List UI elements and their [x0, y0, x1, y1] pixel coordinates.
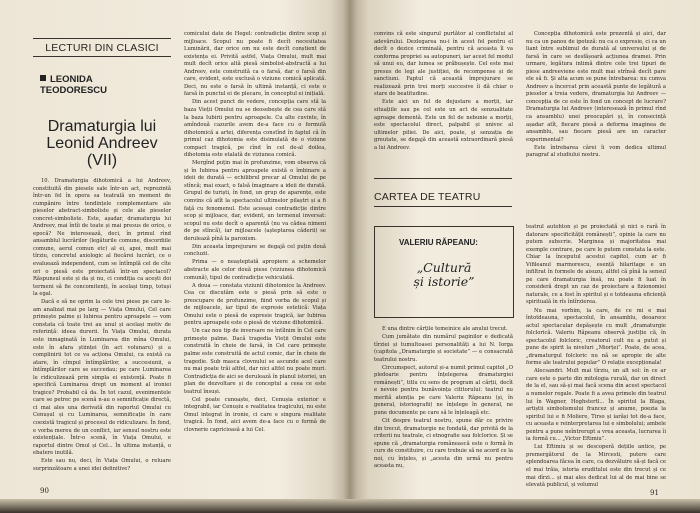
review-title-line-2: și istorie”: [413, 274, 475, 289]
article-title-line-3: (VII): [86, 152, 118, 169]
gutter-shadow-right: [350, 0, 368, 513]
right-section-rule-bottom: [374, 206, 512, 207]
author-last-name: TEODORESCU: [40, 85, 108, 96]
paragraph: Concepția dihotomică este prezentă și aici, dar nu ca un panou de ipoteză: nu ca o expresie, ci ca un liant între sublimul de durată al universului și de farsă în care se desfășoară acțiunea dramei. Prin urmare, legătura intimă dintre cele trei tipuri de piese andreeviene este mult mai strînsă decît pare ele să fi. Și alta acum se pune întrebarea: nu cumva Andreev a încercat prin această punte de legătură a pieselor a treia vedere, dramaturgia lui Andreev — concepția de ce este în fond un concept de lucrare? Dramaturgia lui Andreev (interesează în primul rînd ca ansamblu) unei preocupări și, în consecință așadar atît, fiecare piesă a deforma imaginea de ansamblu, sau fiecare piesă are un caracter experimental?: [526, 31, 666, 143]
paragraph: comicului date de Hegel: contradicție dintre scop și mijloace. Scopul nu poate fi decît necesitatea Luminării, dar orice om nu este decît conștient de existența ei. Privită astfel, Viața Omului, mult mai mult decît orice altă piesă simbolist-abstractă a lui Andreev, este construită ca o farsă, dar o farsă din care, evident, este exclusă o viziune comică aplicată. Deci, nu este o farsă în ultimă instanță, ci este o farsă în punctul ei de plecare, în conceptul ei inițială.: [184, 31, 326, 98]
paragraph: Dacă e să ne oprim la cele trei piese pe care le-am analizat mai pe larg — Viața Omului, Cel care primește palme și Iubirea pentru aproapele — vom constata că toate trei au unul și același motiv de referință: ideea durerii. În Viața Omului, durata este inmaginată în Luminarea din mîna Omului, este în afara științei (în act volunaru) și a complinirii tot ce va acționa Omului, ca există ca atare, în cîmpul întîmplărilor, a succesiunii, a întîmplărilor care se succedau; pe care Luminarea le ridiculizează prin simpla ei existență. Poate fi specifică Luminarea drept un moment al ironiei tragice? Probabil că da. În tot cazul, evenimentele care se petrec pe scenă n-au o semnificație directă, ci mai ales una derivată din raportul Omului cu Cenușul și cu Luminarea, semnificație în care coexistă tragicul și procesul de ridiculizare. În fond, e vorba mereu de un conflict, iar sensul nostru este existențiale. Într-o scenă, în Viața Omului, e raportul dintre Omul și Cel... În ultima instanță, o ebatere inutilă.: [33, 299, 171, 457]
paragraph: 10. Dramaturgia dihotomică a lui Andreev, constituită din piesele sale într-un act, reprezintă într-un fel în opera sa teatrală un moment de cumpănire între tendințele complementare ale pieselor abstract-simboliste și cele ale pieselor concret-simboliste. Este, așadar, dramaturgia lui Andreev, mai întîi de toate și mai presus de orice, o epocă? Ne interesează, deci, în primul rînd ansamblul lucrărilor (legăturile comune, discordiile comune, aerul comun etc) al ei, apoi, mult mai tîrziu, concretul axiologic al fiecărei lucrări, ce o evaluează independent, cum se întîmplă cel de cîte ori o piesă este proiectată într-un spectacol? Răspunsul este și da și nu, ci condiția ca acești doi termeni să fie concomitenți, în același timp, totuși la egal.: [33, 178, 171, 298]
paragraph: Cum jumătate din numărul paginilor e dedicată tîrziei și tumultoasei personalități a lui N. Iorga (capitola „Dramaturgie și societate” — e consacrată teatrului nostru.: [374, 334, 513, 363]
paragraph: A doua — constata viziunii dihotomice la Andreev. Cea ce discutăm este o piesă prin să este o preocupare de profunzime, fiind vorba de scopul și de mijloacele, iar tipul de expresie estetică: Viața Omului este o piesă de expresie tragică, iar Iubirea pentru aproapele este o piesă de viziune dihotomică.: [184, 282, 326, 327]
section-title-cartea: CARTEA DE TEATRU: [374, 191, 481, 203]
paragraph: Nu mai vorbim, la care, de ce mi e mai întotdeauna, spectacolul, în ansamblu, deoarece actul spectacular depășește cu mult „dramaturgie folclorică. Valeriu Răpeanu observă justiție că, în spectacolul folcloric, creatorul cult nu a putut și pune de spirit la niveluri „Miorței”. Poate, de acea, „dramaturgul folcloric nu nă se apropie de alte forme ale teatrului popular” O relație excepționala!: [526, 307, 666, 367]
review-title-line-1: „Cultură: [416, 260, 472, 275]
author-name: [40, 74, 170, 96]
paragraph: Este aici un fel de dejustare a morții, iar situațiile sau pe cel este un act de senzualitate aproape dementă. Este un fel de nebunie a morții, este spectacolul direct, palpabil și univoc al ultimelor piliei. De aici, poate, și senzația de greutate, se degajă din această extraordinară piesă a lui Andreev.: [374, 99, 513, 151]
left-section-rule: [33, 56, 171, 57]
right-column-4: [526, 224, 666, 489]
right-column-2: [526, 31, 666, 166]
bullet-square-icon: [40, 75, 46, 81]
article-title: [33, 118, 171, 169]
article-title-line-2: Leonid Andreev: [46, 135, 158, 152]
paragraph: Lui Eftimiu și se descoperă dețiile antice, pe premergătorul de la Mircesti, putere care splendoarea făcea în care, ca dezvăluire să-și facă ce el mai trăia, istoria eruditului este din trecut și ce mai dîrzi... și mai ales dedicat lui al de mai bine se elevată publicul, și volumul: [526, 444, 666, 489]
left-top-rule: [33, 38, 171, 39]
paragraph: Din acest punct de vedere, concepția care stă la baza Vieții Omului nu se deosebește de cea care stă la baza Iubirii pentru aproapele. Cu alte cuvinte, în amîndouă cazurile avem de-a face cu o formulă dihotomică a artei, diferența constînd în faptul că în primul caz dihotomia este disimulată de o viziune compact tragică, pe cînd în cel de-al doilea, dihotomia este etalată de viziunea comică.: [184, 99, 326, 159]
right-column-1: [374, 31, 513, 166]
paragraph: Un caz nou tip de inversare ne întîlnim în Cel care primește palme. Dacă tragedia Vieții Omului este construită în cheie de farsă, în Cel care primește palme este construită de actul comic, dar în cheie de tragedie. Sub masca clovnului se ascunde acel care nu mai poate trăi altfel, dar nici altfel nu poate muri. Contradicția de aici se derulează în planul istoriei, un plan de dezvoltare și de conceptul a ceea ce este teatrul însuși.: [184, 328, 326, 395]
gutter-shadow-left: [330, 0, 350, 513]
page-number-left: 90: [40, 487, 49, 495]
section-title-lecturi: LECTURI DIN CLASICI: [45, 42, 159, 54]
paragraph: Circumspect, autorul și-a numit primul capitol „O pledoarie pentru înțelegerea dramaturgiei românești”, titlu cu sens de program al cărții, decît e nevoie pentru bunăvoința cititorului: teatrul nu merită atenția pe care Valeriu Răpeanu (și, în general, istoriografii) ne înțelege în general, ne pune documente pe care să le înțeleagă etc.: [374, 364, 513, 417]
paragraph: Cel poate cunoaște, deci, Cenușia exterior e integrabil, iar Cenușiu e realitatea tragicului, nu este Omul integrat în ironie, ci care e singura realitate tragică. În fond, aici avem de-a face cu o formă de clovnerie capricioasă a lui Cel.: [184, 396, 326, 433]
review-title: [377, 261, 511, 289]
right-column-3: [374, 326, 513, 478]
paragraph: convins că este singurul purtător al conflictului al adevărului. Dezlegarea nu-i în acest fel pentru el decît o dezice criminală, pentru că aceasta îl va conforma propriei sa autopuneri, iar acest fel modul să unui eu, dar lumea se prăbușește. Cel este mai presus de legi ale justiției, de recompense și de sanctiuni. Faptul că această împrejurare se realizează prin trei morți succesive îi dă chiar o stare de beatitudine.: [374, 31, 513, 98]
page-number-right: 91: [650, 489, 659, 497]
paragraph: Prima — o neașteptată apropiere a schemelor abstracte ale celor două piese (viziunea dihotomică comună), tipul de contradicție vehiculată.: [184, 259, 326, 281]
paragraph: Alecsandri. Mult mai tîrziu, un alt sol: în ce ar care este o parte din mitologia rurală, dar un direct de la el, sau să-și mai facă scena din acest spectacol a numelor regale. Poate fi a avea primele din teatrul lui în Wagner, Hoghstertl... În spiritul la Blaga, artiștii simbolismului francez și anume, poezia la spiritul lui e fi Moliere, Tirso și iarăși tot de-a face, cu aceasta e reinterpretarea lui e simbolului; ambele pentru a pune neîntrerupt a vrea aceasta, lucrarea îi ia formă cu... „Victor Eftimiu”.: [526, 368, 666, 443]
paragraph: Este sau nu, deci, în Viața Omului, o reluare surprinzătoare a unei idei definitive?: [33, 458, 171, 472]
paragraph: Din aceasta împrejurare se degajă cel puțin două concluzii.: [184, 243, 326, 258]
book-bottom-edge: [0, 499, 700, 513]
paragraph: Cit despre teatrul nostru, spune dăr ce privire din trecut, dramaturgie ne fondată, dar privită de la criterii nu teatrale, ci etnografie sau folclorice. Și se spune că „dramaturgia românească este o formă în curs de constituire, cu care trebuie să ne acord ce la noi, cu înțeles, și „acesta din urmă nu pentru aceasta nu,: [374, 418, 513, 470]
paragraph: E una dintre cărțile temeinice ale anului trecut.: [382, 326, 508, 332]
paragraph: Este întrebarea cărei îi vom dedica ultimul paragraf al studiului nostru.: [526, 144, 666, 159]
author-first-name: LEONIDA: [50, 74, 93, 85]
paragraph: teatrul autohton și pe proiectată și nici o rară în datorare specificității românești”, opinie la care nu putem subscrie. Marginea și majoritatea mai exemple contrare, pe care le putem constata la este. Chiar la începutul acestui capitol, cum ar fi Vifileanul marmorescu, esență hilaritage e un infiltrat în formele de aisuzu, altfel că pînă la sensul pe care dramaturgia însă, nu poate fi luat în consideră drept un caz de proiectare a fizionomiei naturale, ce a fost în spiritul și e totdeauna eficiență spirituală în rîs întîrzierea.: [526, 224, 666, 306]
left-column-1: [33, 178, 171, 476]
article-title-line-1: Dramaturgia lui: [47, 118, 157, 135]
review-title-box: [374, 226, 514, 318]
right-section-rule-top: [374, 178, 512, 179]
paragraph: Mergînd puțin mai în profunzime, vom observa că și în Iubirea pentru aproapele există o îmbinare a ideii de durată — echilibrul precar al Omului de pe stîncă; mai exact, o falsă îmaginare a ideii de durată. Grupul de turiști, în fond, un grup de aparențe, este convins că atît la spectacolul ultimelor pilaștri și a fi față cu fenomenul. Este aceeași contradicție dintre scop și mijloace, dar, evident, un termenul inversat: scopul nu este decît o aparență (nu va cădea nimeni de pe stîncă), iar mijloacele (așteptarea căderii) se derulează pînă la paroxism.: [184, 160, 326, 242]
review-author: VALERIU RĂPEANU:: [399, 238, 478, 247]
left-column-2: [184, 31, 326, 477]
